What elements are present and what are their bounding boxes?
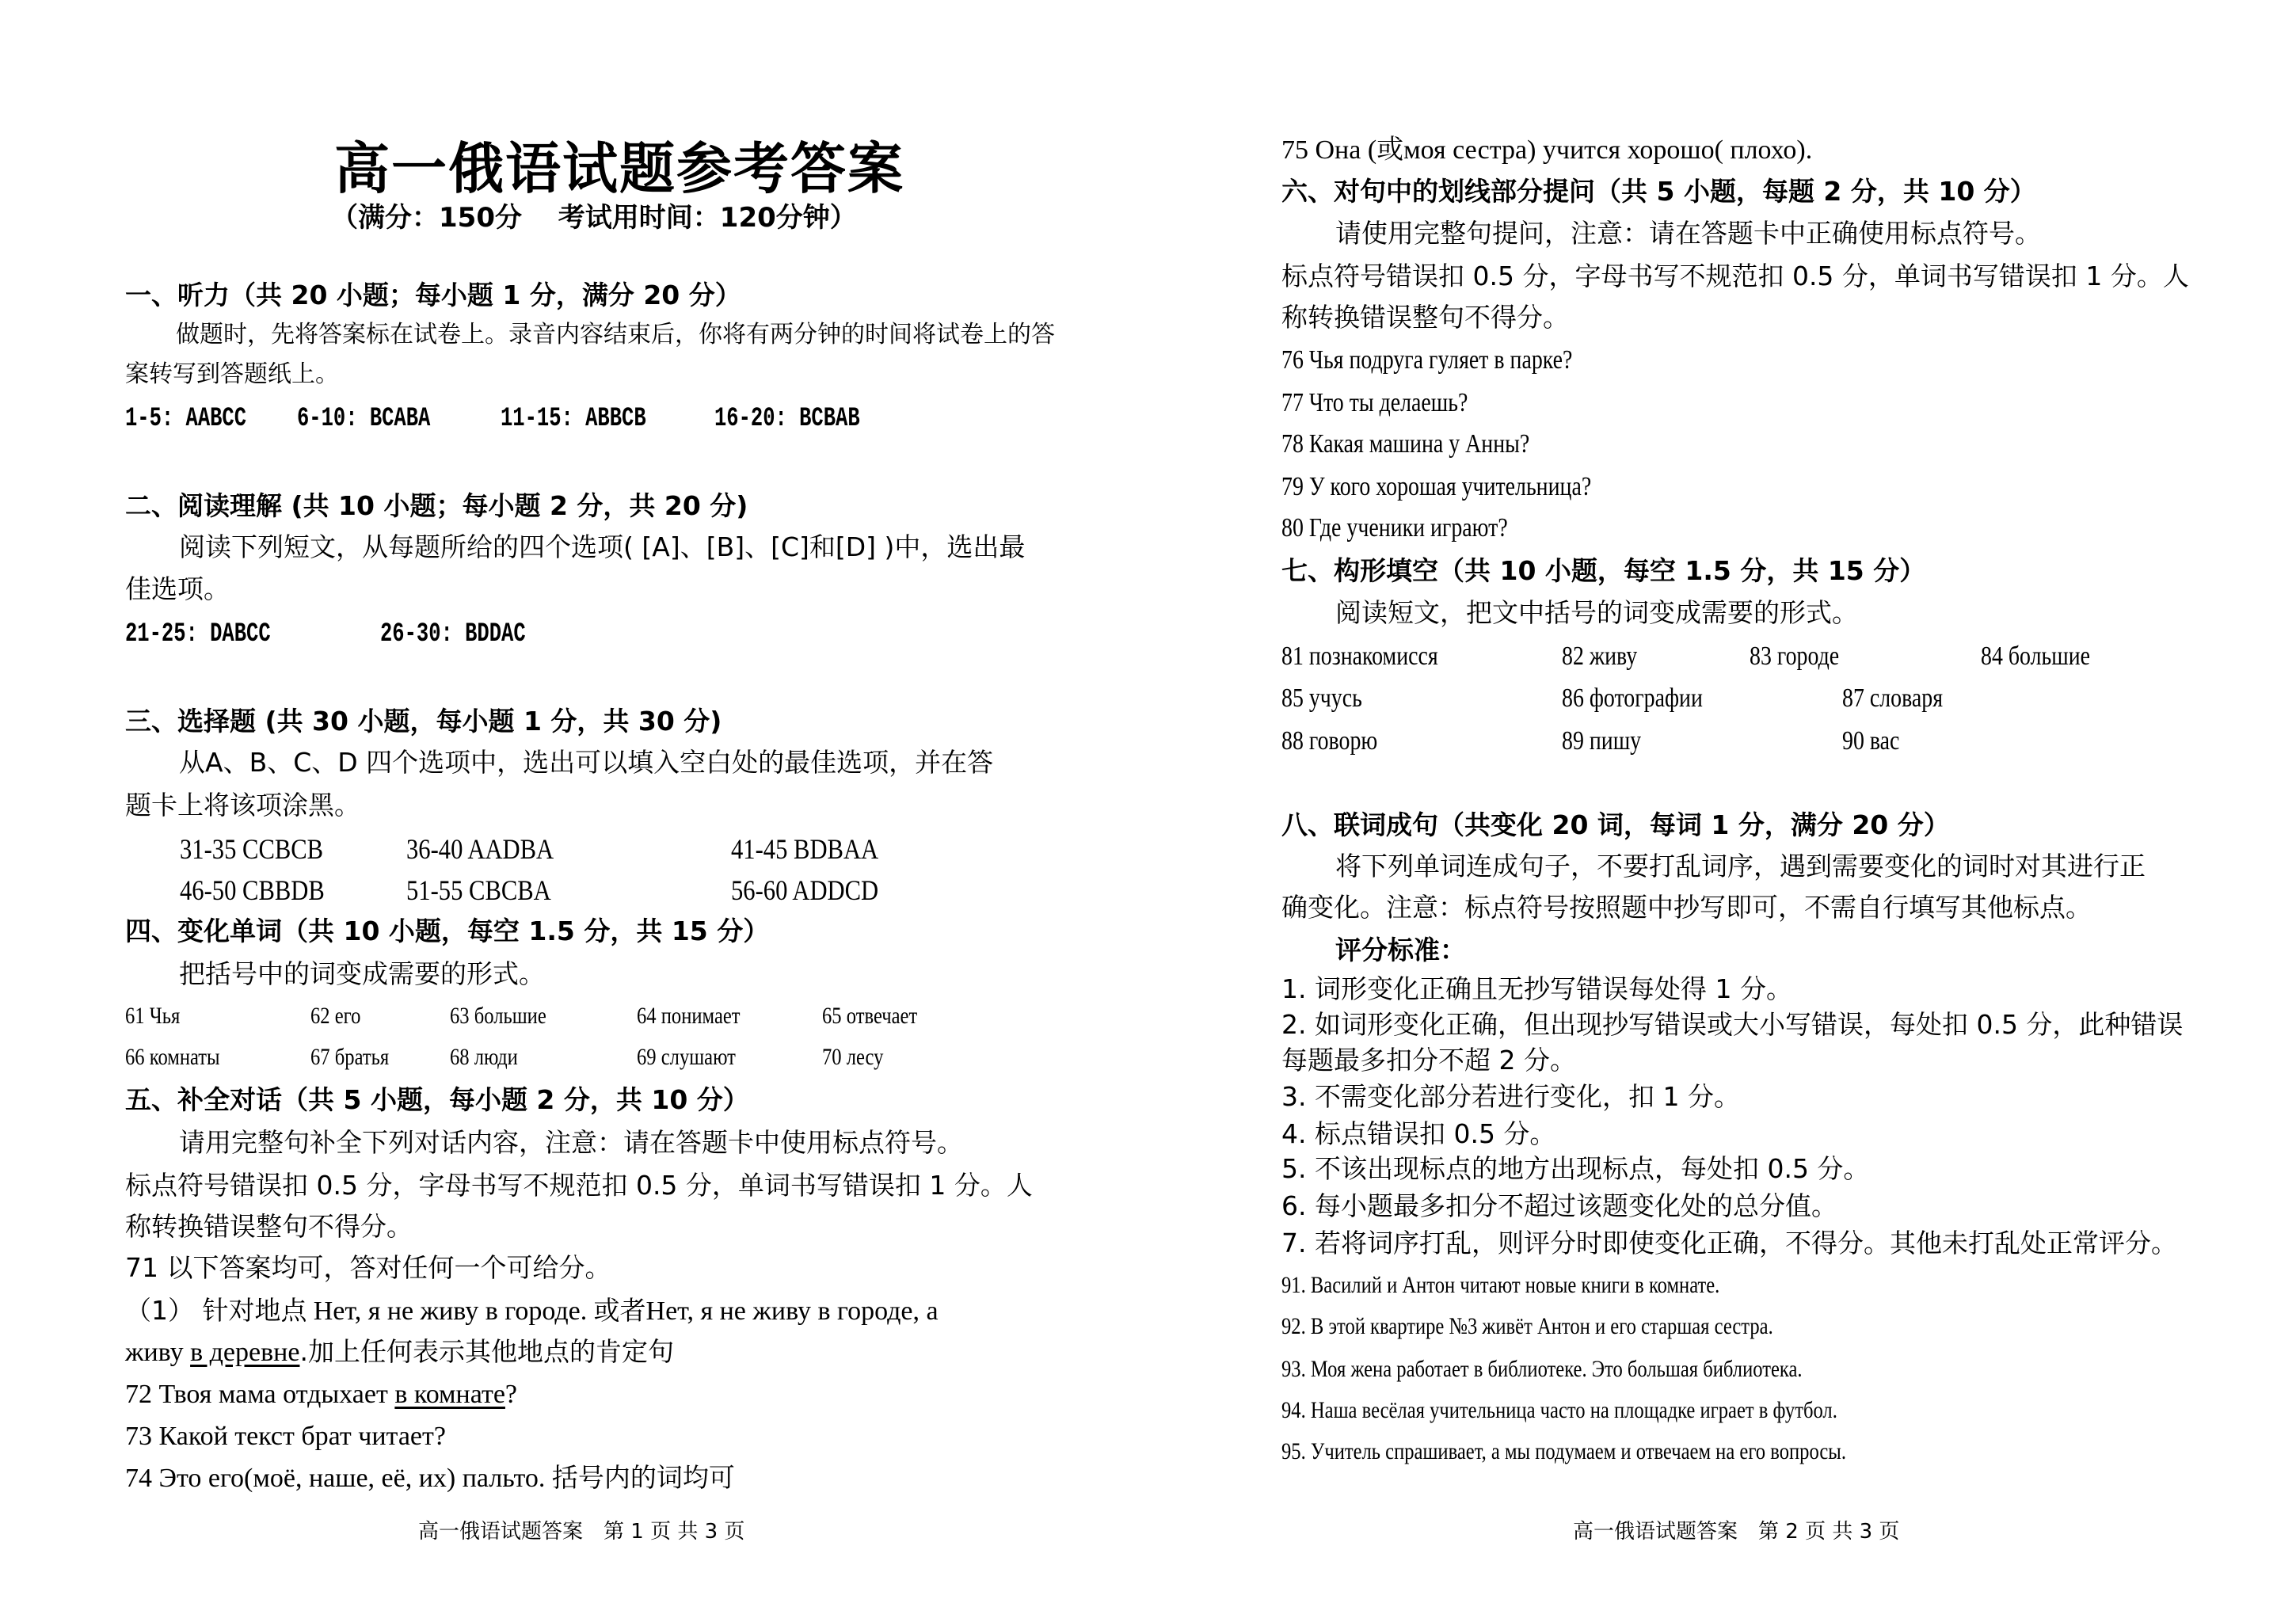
criteria-item: 每题最多扣分不超 2 分。 <box>1281 1045 1576 1076</box>
section-2-instructions: 阅读下列短文，从每题所给的四个选项( [A]、[B]、[C]和[D] )中，选出最 <box>179 531 1026 562</box>
answer-item: 62 его <box>310 1003 361 1029</box>
answer-item: 80 Где ученики играют? <box>1281 513 1508 543</box>
answer-group: 21-25: DABCC <box>125 619 271 649</box>
section-2-heading: 二、阅读理解 (共 10 小题；每小题 2 分，共 20 分) <box>125 490 748 521</box>
answer-text: 74 Это его(моё, наше, её, их) пальто. <box>125 1464 546 1493</box>
section-1-instructions: 做题时，先将答案标在试卷上。录音内容结束后，你将有两分钟的时间将试卷上的答 <box>176 321 1055 348</box>
page-footer: 高一俄语试题答案 第 2 页 共 3 页 <box>1573 1520 1900 1544</box>
answer-item: 83 городе <box>1750 642 1840 671</box>
answer-item: 66 комнаты <box>125 1044 220 1070</box>
criteria-item: 1. 词形变化正确且无抄写错误每处得 1 分。 <box>1281 973 1792 1004</box>
answer-group: 1-5: AABCC <box>125 404 247 434</box>
answer-item: 91. Василий и Антон читают новые книги в комнате. <box>1281 1272 1720 1298</box>
question-71-option-1-cont <box>125 1338 674 1366</box>
option-answer-ru: Нет, я не живу в городе. <box>313 1296 588 1326</box>
answer-item: 81 познакомисся <box>1281 642 1438 671</box>
section-2-instructions-cont: 佳选项。 <box>125 573 230 604</box>
answer-item: 68 люди <box>450 1044 518 1070</box>
note: .加上任何表示其他地点的肯定句 <box>299 1336 674 1367</box>
grading-criteria-title: 评分标准： <box>1335 935 1466 965</box>
option-answer-ru: Нет, я не живу в городе, а <box>645 1296 939 1326</box>
answer-item: 67 братья <box>310 1044 390 1070</box>
answer-punct: ? <box>505 1380 518 1409</box>
section-4-heading: 四、变化单词（共 10 小题，每空 1.5 分，共 15 分） <box>125 916 770 946</box>
answer-group: 31-35 CCBCB <box>180 833 324 865</box>
criteria-item: 5. 不该出现标点的地方出现标点，每处扣 0.5 分。 <box>1281 1153 1870 1184</box>
section-8-instructions-cont: 确变化。注意：标点符号按照题中抄写即可，不需自行填写其他标点。 <box>1281 892 2092 923</box>
or-label: 或者 <box>593 1295 646 1326</box>
criteria-item: 4. 标点错误扣 0.5 分。 <box>1281 1118 1556 1149</box>
section-4-instructions: 把括号中的词变成需要的形式。 <box>179 958 545 989</box>
page-2 <box>1148 0 2296 1622</box>
answer-group: 16-20: BCBAB <box>714 404 860 434</box>
note: 括号内的词均可 <box>551 1462 735 1493</box>
answer-item: 70 лесу <box>822 1044 884 1070</box>
answer-item: 85 учусь <box>1281 683 1362 713</box>
answer-item: 65 отвечает <box>822 1003 918 1029</box>
answer-group: 26-30: BDDAC <box>380 619 526 649</box>
answer-item: 61 Чья <box>125 1003 181 1029</box>
question-71-note: 71 以下答案均可，答对任何一个可给分。 <box>125 1252 611 1283</box>
section-3-instructions-cont: 题卡上将该项涂黑。 <box>125 790 360 821</box>
criteria-item: 2. 如词形变化正确，但出现抄写错误或大小写错误，每处扣 0.5 分，此种错误 <box>1281 1009 2184 1040</box>
criteria-item: 7. 若将词序打乱，则评分时即使变化正确，不得分。其他未打乱处正常评分。 <box>1281 1228 2177 1258</box>
section-8-instructions: 将下列单词连成句子，不要打乱词序，遇到需要变化的词时对其进行正 <box>1335 851 2146 881</box>
section-8-heading: 八、联词成句（共变化 20 词，每词 1 分，满分 20 分） <box>1281 809 1950 840</box>
answer-group: 51-55 CBCBA <box>406 874 551 906</box>
answer-item: 79 У кого хорошая учительница? <box>1281 472 1592 501</box>
answer-group: 56-60 ADDCD <box>731 874 879 906</box>
section-6-heading: 六、对句中的划线部分提问（共 5 小题，每题 2 分，共 10 分） <box>1281 176 2036 207</box>
question-75-answer: 75 Она (或моя сестра) учится хорошо( плохо). <box>1281 135 1813 165</box>
answer-item: 92. В этой квартире №3 живёт Антон и его старшая сестра. <box>1281 1313 1773 1339</box>
option-label: （1） 针对地点 <box>125 1295 307 1326</box>
answer-ru: живу <box>125 1338 191 1367</box>
section-5-instructions-cont: 标点符号错误扣 0.5 分，字母书写不规范扣 0.5 分，单词书写错误扣 1 分。人 <box>125 1170 1033 1201</box>
answer-item: 93. Моя жена работает в библиотеке. Это большая библиотека. <box>1281 1356 1803 1382</box>
page-title: 高一俄语试题参考答案 <box>334 136 904 201</box>
section-5-heading: 五、补全对话（共 5 小题，每小题 2 分，共 10 分） <box>125 1084 749 1115</box>
answer-item: 82 живу <box>1562 642 1638 671</box>
section-5-instructions-cont: 称转换错误整句不得分。 <box>125 1211 413 1242</box>
answer-item: 84 большие <box>1981 642 2091 671</box>
section-3-heading: 三、选择题 (共 30 小题，每小题 1 分，共 30 分) <box>125 706 722 737</box>
answer-group: 11-15: ABBCB <box>501 404 646 434</box>
answer-group: 6-10: BCABA <box>297 404 431 434</box>
section-7-heading: 七、构形填空（共 10 小题，每空 1.5 分，共 15 分） <box>1281 555 1926 586</box>
answer-item: 87 словаря <box>1842 683 1944 713</box>
answer-item: 86 фотографии <box>1562 683 1703 713</box>
answer-group: 46-50 CBBDB <box>180 874 325 906</box>
answer-item: 90 вас <box>1842 726 1900 756</box>
section-1-instructions-cont: 案转写到答题纸上。 <box>125 360 339 388</box>
answer-item: 64 понимает <box>637 1003 741 1029</box>
answer-item: 89 пишу <box>1562 726 1642 756</box>
answer-item: 76 Чья подруга гуляет в парке? <box>1281 345 1573 375</box>
answer-text: 72 Твоя мама отдыхает <box>125 1380 395 1409</box>
section-1-heading: 一、听力（共 20 小题；每小题 1 分，满分 20 分） <box>125 280 741 310</box>
answer-item: 63 большие <box>450 1003 546 1029</box>
answer-item: 88 говорю <box>1281 726 1378 756</box>
question-74-answer <box>125 1464 735 1492</box>
section-6-instructions-cont: 标点符号错误扣 0.5 分，字母书写不规范扣 0.5 分，单词书写错误扣 1 分。人 <box>1281 261 2189 291</box>
answer-item: 78 Какая машина у Анны? <box>1281 429 1530 459</box>
question-71-option-1 <box>125 1297 939 1325</box>
underlined-phrase: в комнате <box>394 1380 505 1409</box>
criteria-item: 6. 每小题最多扣分不超过该题变化处的总分值。 <box>1281 1190 1837 1221</box>
page-footer: 高一俄语试题答案 第 1 页 共 3 页 <box>418 1520 745 1544</box>
question-72-answer <box>125 1381 517 1408</box>
question-73-answer: 73 Какой текст брат читает? <box>125 1422 446 1451</box>
section-7-instructions: 阅读短文，把文中括号的词变成需要的形式。 <box>1335 597 1858 628</box>
answer-item: 77 Что ты делаешь? <box>1281 388 1468 417</box>
answer-group: 41-45 BDBAA <box>731 833 879 865</box>
section-5-instructions: 请用完整句补全下列对话内容，注意：请在答题卡中使用标点符号。 <box>179 1127 963 1158</box>
underlined-phrase: в деревне <box>190 1338 300 1367</box>
section-6-instructions: 请使用完整句提问，注意：请在答题卡中正确使用标点符号。 <box>1335 218 2041 249</box>
answer-item: 94. Наша весёлая учительница часто на площадке играет в футбол. <box>1281 1397 1837 1423</box>
section-3-instructions: 从A、B、C、D 四个选项中，选出可以填入空白处的最佳选项，并在答 <box>179 747 994 778</box>
answer-item: 69 слушают <box>637 1044 736 1070</box>
answer-item: 95. Учитель спрашивает, а мы подумаем и отвечаем на его вопросы. <box>1281 1438 1846 1464</box>
answer-group: 36-40 AADBA <box>406 833 554 865</box>
page-subtitle: （满分：150分 考试用时间：120分钟） <box>331 202 857 234</box>
criteria-item: 3. 不需变化部分若进行变化，扣 1 分。 <box>1281 1081 1740 1112</box>
section-6-instructions-cont: 称转换错误整句不得分。 <box>1281 302 1569 333</box>
